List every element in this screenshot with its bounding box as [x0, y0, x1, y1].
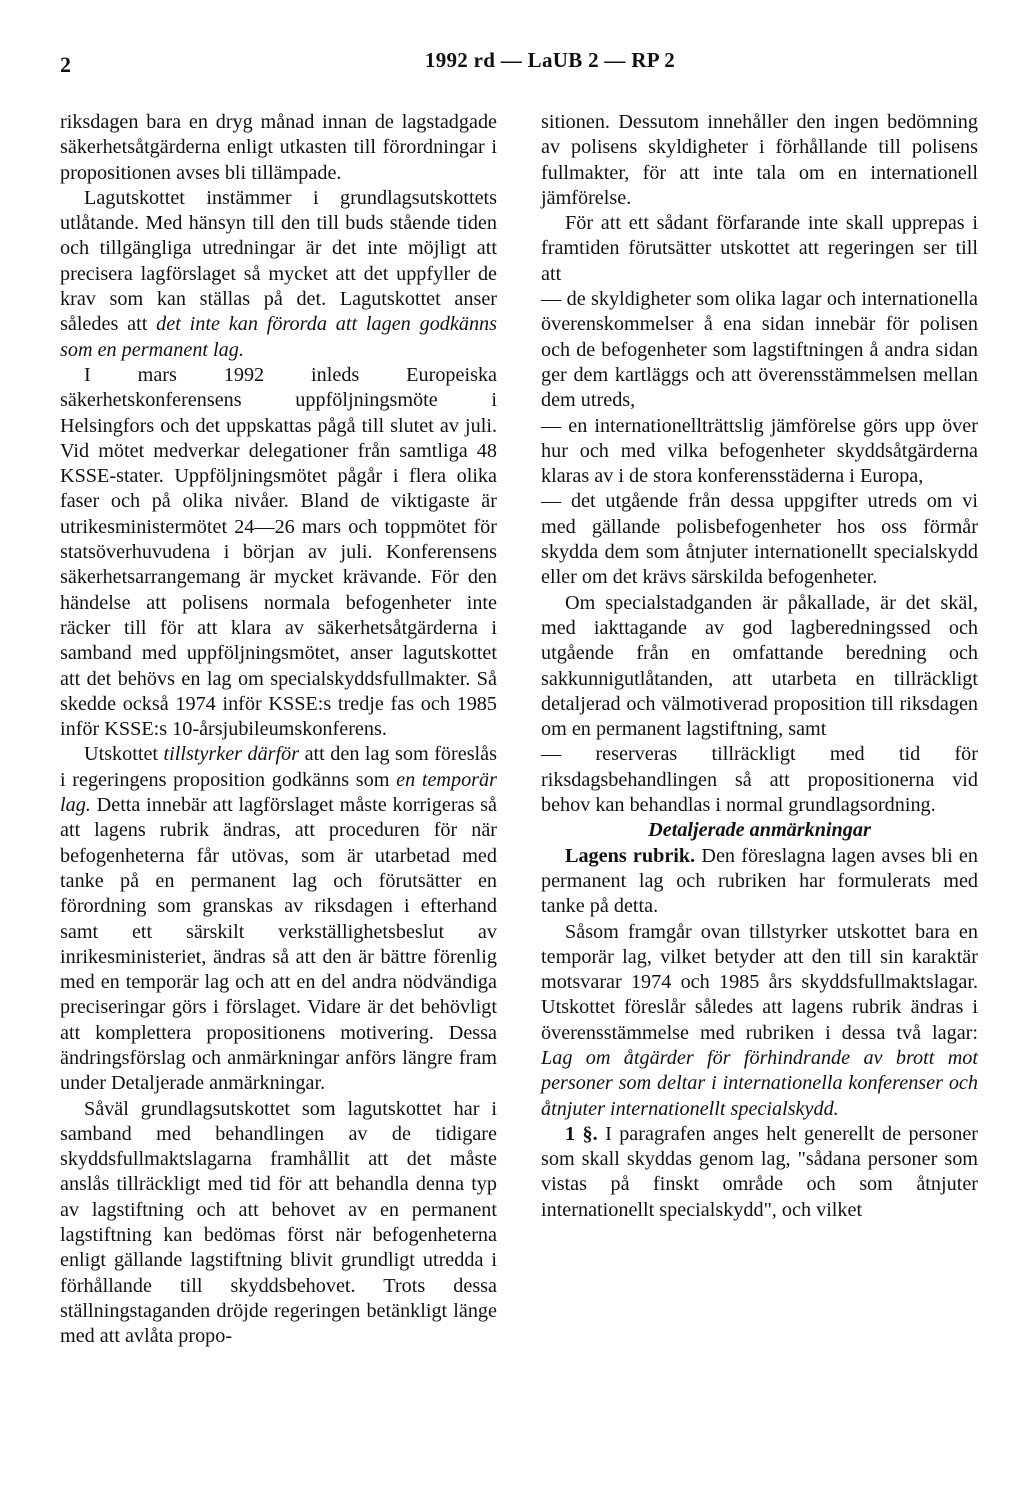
right-column — [541, 110, 978, 1223]
paragraph: Om specialstadganden är påkallade, är det skäl, med iakttagande av god lagberedningssed och utgående från en omfattande beredning och sakkunnigutlåtanden, att utarbeta en tillräckligt detaljerad och välmotiverad proposition till riksdagen om en permanent lagstiftning, samt — [541, 591, 978, 741]
paragraph: riksdagen bara en dryg månad innan de lagstadgade säkerhetsåtgärderna enligt utkasten till förordningar i propositionen avses bli tillämpade. — [60, 111, 497, 184]
emphasis-text: en temporär lag. — [60, 768, 497, 817]
paragraph: I mars 1992 inleds Europeiska säkerhetskonferensens uppföljningsmöte i Helsingfors och det uppskattas pågå till slutet av juli. Vid mötet medverkar delegationer från samtliga 48 KSSE-stater. Uppföljningsmötet pågår i flera olika faser och på olika nivåer. Bland de viktigaste är utrikesministermötet 24—26 mars och toppmötet för statsöverhuvudena i början av juli. Konferensens säkerhetsarrangemang är mycket krävande. För den händelse att polisens normala befogenheter inte räcker till för att klara av säkerhetsåtgärderna i samband med uppföljningsmötet, anser lagutskottet att det behövs en lag om specialskyddsfullmakter. Så skedde också 1974 inför KSSE:s tredje fas och 1985 inför KSSE:s 10-årsjubileumskonferens. — [60, 363, 497, 741]
section-heading: Detaljerade anmärkningar — [648, 819, 871, 842]
page-number: 2 — [60, 52, 71, 77]
paragraph-text: Detta innebär att lagförslaget måste korrigeras så att lagens rubrik ändras, att proceduren för när befogenheterna får utövas, som är utarbetad med tanke på en permanent lag och förutsätter en förordning som granskas av riksdagen i efterhand samt ett särskilt verkställighetsbeslut av inrikesministeriet, ändras så att den är bättre förenlig med en temporär lag och att en del andra nödvändiga preciseringar görs i förslaget. Vidare är det behövligt att komplettera propositionens motivering. Dessa ändringsförslag och anmärkningar anförs längre fram under Detaljerade anmärkningar. — [60, 794, 497, 1095]
dash-list-item: — de skyldigheter som olika lagar och internationella överenskommelser å ena sidan innebär för polisen och de befogenheter som lagstiftningen å andra sidan ger dem kartläggs och att överensstämmelsen mellan dem utreds, — [541, 288, 978, 412]
running-header: 1992 rd — LaUB 2 — RP 2 — [424, 48, 676, 72]
dash-list-item: — det utgående från dessa uppgifter utreds om vi med gällande polisbefogenheter hos oss förmår skydda dem som åtnjuter internationellt specialskydd eller om det krävs särskilda befogenheter. — [541, 490, 978, 589]
emphasis-text: Lag om åtgärder för förhindrande av brott mot personer som deltar i internationella konferenser och åtnjuter internationellt specialskydd. — [541, 1046, 978, 1120]
paragraph: Såväl grundlagsutskottet som lagutskottet har i samband med behandlingen av de tidigare skyddsfullmaktslagarna framhållit att det måste anslås tillräckligt med tid för att behandla denna typ av lagstiftning och att behovet av en permanent lagstiftning kan bedömas först när befogenheterna enligt gällande lagstiftning blivit grundligt utredda i förhållande till skyddsbehovet. Trots dessa ställningstaganden dröjde regeringen betänkligt länge med att avlåta propo- — [60, 1097, 497, 1348]
dash-list-item: — en internationellträttslig jämförelse görs upp över hur och med vilka befogenheter skyddsåtgärderna klaras av i de stora konferensstäderna i Europa, — [541, 414, 978, 488]
paragraph-text: Lagutskottet instämmer i grundlagsutskottets utlåtande. Med hänsyn till den till buds stående tiden och tillgängliga utredningar är det inte möjligt att precisera lagförslaget så mycket att det uppfyller de krav som kan ställas på det. Lagutskottet anser således att — [60, 186, 497, 336]
emphasis-text: det inte kan förorda att lagen godkänns som en permanent lag. — [60, 313, 497, 361]
paragraph — [541, 920, 978, 1122]
paragraph-text: Den föreslagna lagen avses bli en permanent lag och rubriken har formulerats med tanke på detta. — [541, 844, 978, 918]
emphasis-text: tillstyrker därför — [163, 743, 300, 766]
left-column — [60, 110, 497, 1350]
paragraph: sitionen. Dessutom innehåller den ingen bedömning av polisens skyldigheter i förhållande till polisens fullmakter, för att inte tala om en internationell jämförelse. — [541, 111, 978, 209]
dash-list-item: — reserveras tillräckligt med tid för riksdagsbehandlingen så att propositionerna vid behov kan behandlas i normal grundlagsordning. — [541, 743, 978, 817]
paragraph — [60, 742, 497, 1096]
paragraph — [541, 844, 978, 920]
paragraph-text: Utskottet — [84, 743, 164, 766]
paragraph: För att ett sådant förfarande inte skall upprepas i framtiden förutsätter utskottet att regeringen ser till att — [541, 212, 978, 285]
paragraph — [541, 1122, 978, 1223]
paragraph-text: Såsom framgår ovan tillstyrker utskottet bara en temporär lag, vilket betyder att den till sin karaktär motsvarar 1974 och 1985 års skyddsfullmaktslagar. Utskottet föreslår således att lagens rubrik ändras i överensstämmelse med rubriken i dessa två lagar: — [541, 920, 978, 1044]
paragraph — [60, 186, 497, 363]
paragraph-text: I paragrafen anges helt generellt de personer som skall skyddas genom lag, "sådana personer som vistas på finskt område och som åtnjuter internationellt specialskydd", och vilket — [541, 1122, 979, 1221]
bold-lead: Lagens rubrik. — [565, 844, 696, 867]
paragraph-text: att den lag som föreslås i regeringens proposition godkänns som — [60, 743, 497, 791]
bold-lead: 1 §. — [565, 1122, 598, 1145]
